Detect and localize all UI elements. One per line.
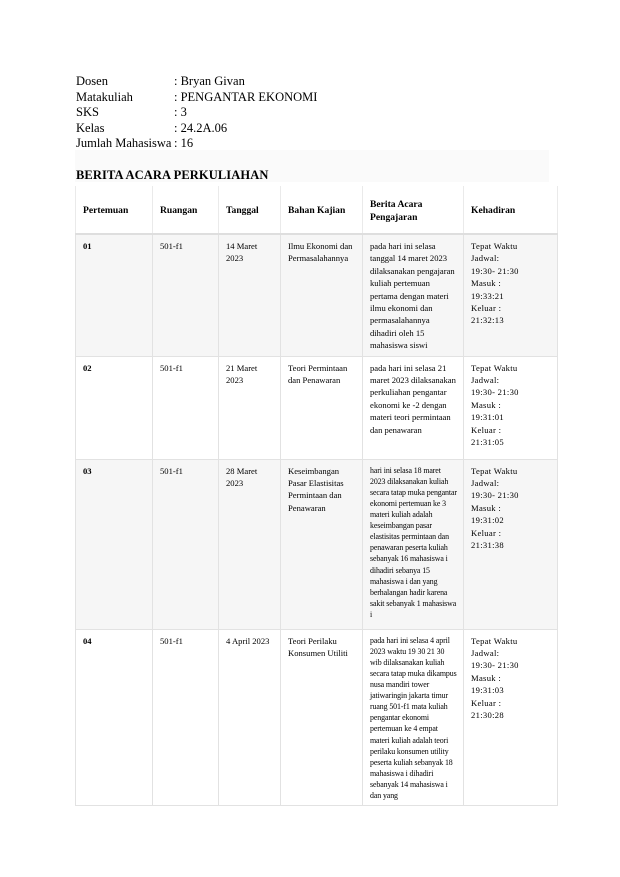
cell-pertemuan: 02 xyxy=(76,356,153,459)
header-bahan-kajian: Bahan Kajian xyxy=(281,186,363,234)
cell-ruangan: 501-f1 xyxy=(153,356,219,459)
berita-acara-table xyxy=(75,186,558,806)
kehadiran-status: Tepat Waktu xyxy=(471,362,518,373)
kehadiran-masuk-label: Masuk : xyxy=(471,399,502,410)
kehadiran-jadwal-label: Jadwal: xyxy=(471,478,500,489)
cell-bahan-kajian: Ilmu Ekonomi dan Permasalahannya xyxy=(281,234,363,356)
header-berita-acara: Berita Acara Pengajaran xyxy=(363,186,464,234)
kehadiran-keluar: 21:31:38 xyxy=(471,540,504,551)
kehadiran-status: Tepat Waktu xyxy=(471,241,518,251)
cell-kehadiran xyxy=(464,356,558,459)
cell-ruangan: 501-f1 xyxy=(153,459,219,629)
kehadiran-masuk: 19:31:01 xyxy=(471,412,504,423)
table-row xyxy=(76,234,558,356)
info-row-dosen xyxy=(76,74,317,90)
table-header-row xyxy=(76,186,558,234)
kehadiran-masuk: 19:31:02 xyxy=(471,515,504,526)
kelas-value: : 24.2A.06 xyxy=(174,120,228,135)
cell-ruangan: 501-f1 xyxy=(153,234,219,356)
header-pertemuan: Pertemuan xyxy=(76,186,153,234)
kehadiran-keluar: 21:32:13 xyxy=(471,315,504,326)
cell-kehadiran xyxy=(464,629,558,805)
kehadiran-jadwal-label: Jadwal: xyxy=(471,253,500,264)
header-tanggal: Tanggal xyxy=(219,186,281,234)
dosen-label: Dosen xyxy=(76,74,108,88)
kehadiran-jadwal: 19:30- 21:30 xyxy=(471,660,519,671)
sks-label: SKS xyxy=(76,105,99,119)
kehadiran-masuk-label: Masuk : xyxy=(471,672,502,683)
cell-berita-acara: pada hari ini selasa 4 april 2023 waktu 19 30 21 30 wib dilaksanakan kuliah secara tatap muka dikampus nusa mandiri tower jatiwaringin jakarta timur ruang 501-f1 mata kuliah pengantar ekonomi pertemuan ke 4 empat materi kuliah adalah teori perilaku konsumen utility peserta kuliah sebanyak 18 mahasiswa i dihadiri sebanyak 14 mahasiswa i dan yang xyxy=(363,629,464,805)
cell-pertemuan: 04 xyxy=(76,629,153,805)
kehadiran-status: Tepat Waktu xyxy=(471,465,518,476)
info-row-sks xyxy=(76,105,317,121)
cell-tanggal: 4 April 2023 xyxy=(219,629,281,805)
cell-tanggal: 28 Maret 2023 xyxy=(219,459,281,629)
dosen-value: : Bryan Givan xyxy=(174,74,245,88)
table-row xyxy=(76,629,558,805)
cell-ruangan: 501-f1 xyxy=(153,629,219,805)
cell-berita-acara: hari ini selasa 18 maret 2023 dilaksanakan kuliah secara tatap muka pengantar ekonomi pertemuan ke 3 materi kuliah adalah keseimbangan pasar elastisitas permintaan dan penawaran peserta kuliah sebanyak 16 mahasiswa i dihadiri sebanya 15 mahasiswa i dan yang berhalangan hadir karena sakit sebanyak 1 mahasiswa i xyxy=(363,459,464,629)
jumlah-mahasiswa-value: : 16 xyxy=(174,136,194,150)
header-ruangan: Ruangan xyxy=(153,186,219,234)
kehadiran-keluar-label: Keluar : xyxy=(471,697,502,708)
kelas-label: Kelas xyxy=(76,120,105,135)
kehadiran-keluar-label: Keluar : xyxy=(471,303,502,314)
kehadiran-jadwal: 19:30- 21:30 xyxy=(471,265,519,276)
section-title: BERITA ACARA PERKULIAHAN xyxy=(76,168,269,182)
kehadiran-jadwal-label: Jadwal: xyxy=(471,648,500,659)
kehadiran-keluar: 21:30:28 xyxy=(471,710,504,721)
kehadiran-jadwal: 19:30- 21:30 xyxy=(471,490,519,501)
cell-berita-acara: pada hari ini selasa tanggal 14 maret 2023 dilaksanakan pengajaran kuliah pertemuan pertama dengan materi ilmu ekonomi dan permasalahannya dihadiri oleh 15 mahasiswa siswi xyxy=(363,234,464,356)
matakuliah-label: Matakuliah xyxy=(76,89,133,104)
kehadiran-keluar: 21:31:05 xyxy=(471,437,504,448)
cell-bahan-kajian: Keseimbangan Pasar Elastisitas Permintaan dan Penawaran xyxy=(281,459,363,629)
cell-bahan-kajian: Teori Permintaan dan Penawaran xyxy=(281,356,363,459)
kehadiran-status: Tepat Waktu xyxy=(471,635,518,646)
table-row xyxy=(76,459,558,629)
header-kehadiran: Kehadiran xyxy=(464,186,558,234)
cell-kehadiran xyxy=(464,459,558,629)
cell-pertemuan: 03 xyxy=(76,459,153,629)
cell-pertemuan: 01 xyxy=(76,234,153,356)
kehadiran-masuk-label: Masuk : xyxy=(471,278,502,289)
course-info xyxy=(76,74,317,152)
kehadiran-keluar-label: Keluar : xyxy=(471,424,502,435)
cell-kehadiran xyxy=(464,234,558,356)
kehadiran-jadwal-label: Jadwal: xyxy=(471,375,500,386)
info-row-matakuliah xyxy=(76,90,317,106)
kehadiran-masuk-label: Masuk : xyxy=(471,502,502,513)
cell-bahan-kajian: Teori Perilaku Konsumen Utiliti xyxy=(281,629,363,805)
kehadiran-jadwal: 19:30- 21:30 xyxy=(471,387,519,398)
cell-tanggal: 21 Maret 2023 xyxy=(219,356,281,459)
cell-berita-acara: pada hari ini selasa 21 maret 2023 dilaksanakan perkuliahan pengantar ekonomi ke -2 dengan materi teori permintaan dan penawaran xyxy=(363,356,464,459)
kehadiran-keluar-label: Keluar : xyxy=(471,527,502,538)
kehadiran-masuk: 19:33:21 xyxy=(471,290,504,301)
info-row-kelas xyxy=(76,121,317,137)
matakuliah-value: : PENGANTAR EKONOMI xyxy=(174,89,318,104)
sks-value: : 3 xyxy=(174,105,187,119)
table-row xyxy=(76,356,558,459)
kehadiran-masuk: 19:31:03 xyxy=(471,685,504,696)
cell-tanggal: 14 Maret 2023 xyxy=(219,234,281,356)
jumlah-mahasiswa-label: Jumlah Mahasiswa xyxy=(76,136,172,150)
